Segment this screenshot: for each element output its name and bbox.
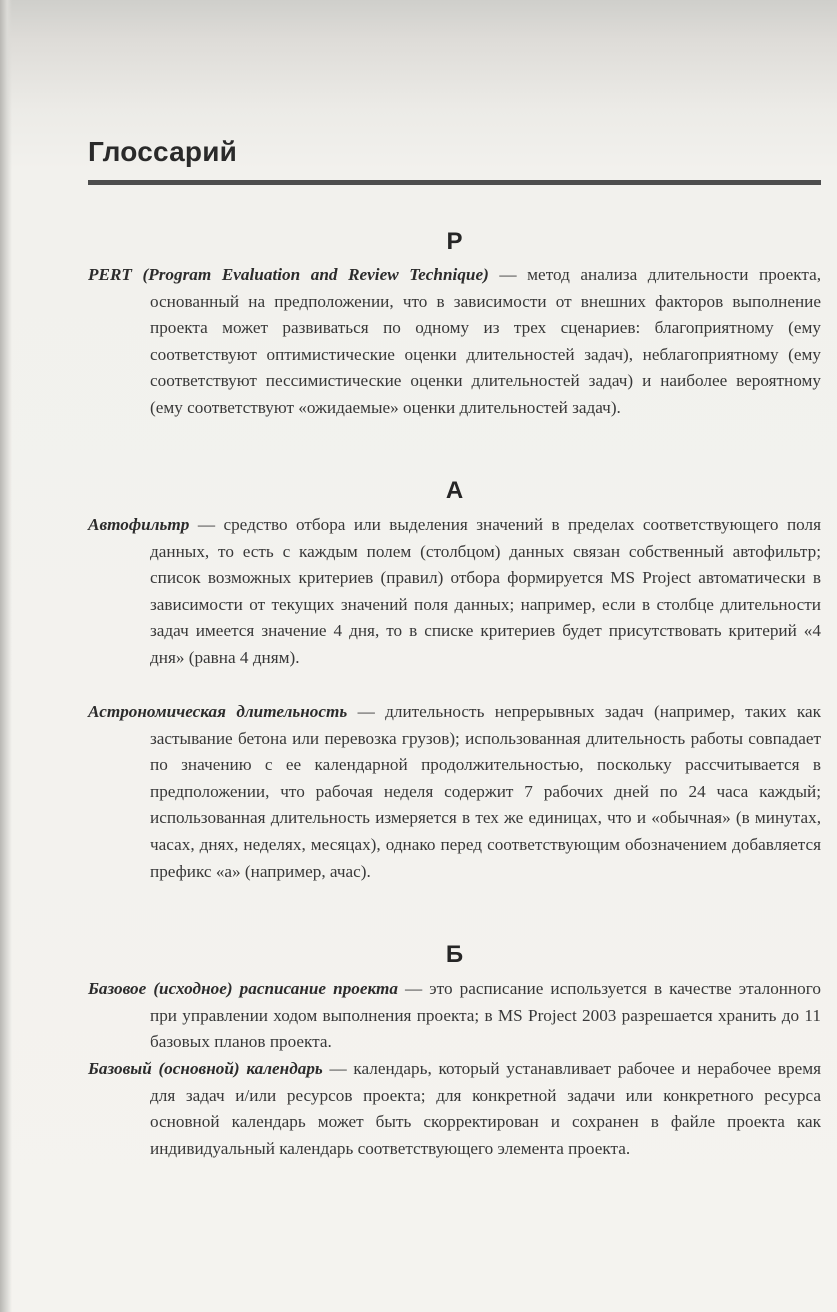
glossary-term: Астрономическая длительность [88,702,348,721]
section-letter-a: А [445,477,464,504]
glossary-term: PERT (Program Evaluation and Review Technique) [88,265,489,284]
glossary-entry-base-calendar [88,1056,821,1162]
title-underline [88,180,821,185]
section-letter-p: P [446,228,463,255]
glossary-definition: — это расписание используется в качестве эталонного при управлении ходом выполнения проекта; в MS Project 2003 разрешается хранить до 11 базовых планов проекта. [150,979,821,1052]
section-letter-b: Б [445,941,464,968]
glossary-definition: — средство отбора или выделения значений в пределах соответствующего поля данных, то есть с каждым полем (столбцом) данных связан собственный автофильтр; список возможных критериев (правил) отбора формируется MS Project автоматически в зависимости от текущих значений поля данных; например, если в столбце длительности задач имеется значение 4 дня, то в списке критериев будет присутствовать критерий «4 дня» (равна 4 дням). [150,515,821,667]
glossary-term: Автофильтр [88,515,190,534]
glossary-term: Базовое (исходное) расписание проекта [88,979,398,998]
glossary-definition: — длительность непрерывных задач (например, таких как застывание бетона или перевозка грузов); использованная длительность работы совпадает по значению с ее календарной продолжительностью, поскольку рассчитывается в предположении, что рабочая неделя содержит 7 рабочих дней по 24 часа каждый; использованная длительность измеряется в тех же единицах, что и «обычная» (в минутах, часах, днях, неделях, месяцах), однако перед соответствующим обозначением добавляется префикс «а» (например, ачас). [150,702,821,881]
glossary-entry-autofilter [88,512,821,672]
page-title: Глоссарий [88,136,238,167]
glossary-definition: — календарь, который устанавливает рабочее и нерабочее время для задач и/или ресурсов проекта; для конкретной задачи или конкретного ресурса основной календарь может быть скорректирован и сохранен в файле проекта как индивидуальный календарь соответствующего элемента проекта. [150,1059,821,1158]
glossary-entry-pert [88,262,821,422]
glossary-entry-baseline-schedule [88,976,821,1056]
glossary-term: Базовый (основной) календарь [88,1059,323,1078]
page-binding-shadow [0,0,12,1312]
glossary-definition: — метод анализа длительности проекта, основанный на предположении, что в зависимости от внешних факторов выполнение проекта может развиваться по одному из трех сценариев: благоприятному (ему соответствуют оптимистические оценки длительностей задач), неблагоприятному (ему соответствуют пессимистические оценки длительностей задач) и наиболее вероятному (ему соответствуют «ожидаемые» оценки длительностей задач). [150,265,821,417]
glossary-entry-astronomical-duration [88,699,821,885]
